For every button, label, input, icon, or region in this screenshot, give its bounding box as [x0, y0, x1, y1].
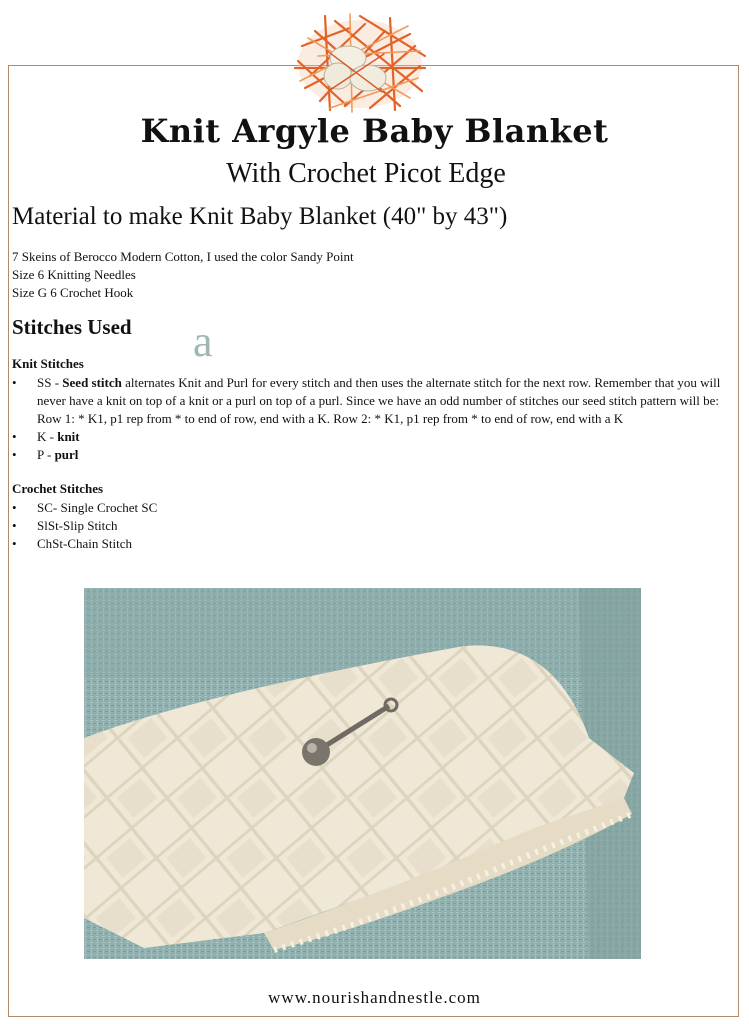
stitch-abbr: P -	[37, 447, 55, 462]
bullet-icon: •	[12, 447, 17, 462]
stitch-name: knit	[57, 429, 80, 444]
crochet-stitch: SlSt-Slip Stitch	[37, 518, 118, 533]
bullet-icon: •	[12, 536, 17, 551]
crochet-stitches-label: Crochet Stitches	[12, 481, 104, 496]
materials-heading: Material to make Knit Baby Blanket (40" by 43")	[12, 203, 508, 230]
bullet-icon: •	[12, 500, 17, 515]
list-item	[12, 446, 740, 464]
material-item: Size G 6 Crochet Hook	[12, 285, 134, 300]
materials-list	[12, 248, 354, 302]
list-item	[12, 428, 740, 446]
crochet-stitches-list	[12, 499, 412, 553]
list-item	[12, 499, 412, 517]
bullet-icon: •	[12, 429, 17, 444]
folded-blanket-with-rattle-photo	[84, 588, 641, 959]
stitches-heading: Stitches Used	[12, 315, 132, 339]
page-title: Knit Argyle Baby Blanket	[140, 112, 609, 150]
material-item: Size 6 Knitting Needles	[12, 267, 136, 282]
crochet-stitch: ChSt-Chain Stitch	[37, 536, 132, 551]
list-item	[12, 517, 412, 535]
stitch-name: purl	[54, 447, 79, 462]
list-item	[12, 535, 412, 553]
knit-stitches-label: Knit Stitches	[12, 356, 84, 371]
crochet-stitch: SC- Single Crochet SC	[37, 500, 158, 515]
website-url[interactable]: www.nourishandnestle.com	[268, 988, 481, 1007]
bullet-icon: •	[12, 518, 17, 533]
stitch-abbr: SS -	[37, 375, 63, 390]
stitch-name: Seed stitch	[62, 375, 122, 390]
bullet-icon: •	[12, 375, 17, 390]
watermark-letter: a	[193, 317, 213, 366]
stitch-abbr: K -	[37, 429, 58, 444]
stitch-description: alternates Knit and Purl for every stitch and then uses the alternate stitch for the next row. Remember that you will never have a knit on top of a knit or a purl on top of a purl. Since we have an odd number of stitches our seed stitch pattern will be: Row 1: * K1, p1 rep from * to end of row, end with a K. Row 2: * K1, p1 rep from * to end of row, end with a K	[37, 375, 721, 426]
list-item	[12, 374, 740, 428]
knit-stitches-list	[12, 374, 740, 464]
nest-with-eggs-icon	[290, 6, 430, 118]
material-item: 7 Skeins of Berocco Modern Cotton, I used the color Sandy Point	[12, 249, 354, 264]
page-subtitle: With Crochet Picot Edge	[226, 158, 506, 189]
